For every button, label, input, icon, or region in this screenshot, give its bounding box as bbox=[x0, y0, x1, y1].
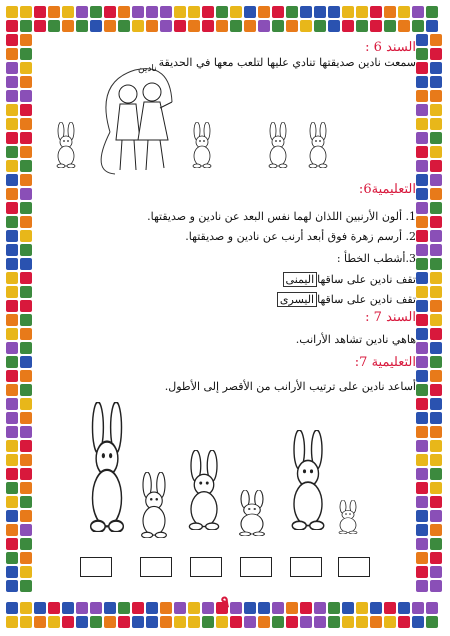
puzzle-piece bbox=[416, 440, 428, 452]
puzzle-piece bbox=[430, 202, 442, 214]
puzzle-piece bbox=[430, 468, 442, 480]
puzzle-piece bbox=[6, 342, 18, 354]
puzzle-piece bbox=[90, 20, 102, 32]
bunny-icon bbox=[302, 122, 334, 168]
puzzle-piece bbox=[314, 20, 326, 32]
puzzle-piece bbox=[34, 6, 46, 18]
puzzle-piece bbox=[430, 524, 442, 536]
puzzle-piece bbox=[430, 174, 442, 186]
puzzle-piece bbox=[104, 616, 116, 628]
puzzle-piece bbox=[356, 6, 368, 18]
puzzle-piece bbox=[20, 384, 32, 396]
puzzle-piece bbox=[20, 118, 32, 130]
puzzle-piece bbox=[202, 616, 214, 628]
puzzle-piece bbox=[416, 398, 428, 410]
puzzle-piece bbox=[20, 146, 32, 158]
puzzle-piece bbox=[20, 48, 32, 60]
puzzle-piece bbox=[20, 286, 32, 298]
page-number: ٩ bbox=[220, 592, 230, 611]
puzzle-piece bbox=[20, 216, 32, 228]
puzzle-piece bbox=[272, 20, 284, 32]
puzzle-piece bbox=[216, 6, 228, 18]
puzzle-piece bbox=[6, 616, 18, 628]
answer-box-5[interactable] bbox=[290, 557, 322, 577]
puzzle-piece bbox=[6, 118, 18, 130]
puzzle-piece bbox=[430, 482, 442, 494]
puzzle-piece bbox=[430, 314, 442, 326]
puzzle-piece bbox=[416, 48, 428, 60]
puzzle-piece bbox=[132, 616, 144, 628]
puzzle-piece bbox=[398, 20, 410, 32]
puzzle-piece bbox=[416, 118, 428, 130]
puzzle-piece bbox=[6, 538, 18, 550]
puzzle-piece bbox=[416, 314, 428, 326]
puzzle-piece bbox=[20, 272, 32, 284]
small-bunny-icon bbox=[132, 472, 176, 538]
tall-bunny-icon bbox=[78, 402, 136, 532]
puzzle-piece bbox=[216, 616, 228, 628]
puzzle-piece bbox=[146, 6, 158, 18]
puzzle-piece bbox=[6, 566, 18, 578]
puzzle-piece bbox=[48, 20, 60, 32]
puzzle-piece bbox=[62, 6, 74, 18]
puzzle-piece bbox=[416, 328, 428, 340]
puzzle-piece bbox=[6, 482, 18, 494]
puzzle-piece bbox=[430, 188, 442, 200]
puzzle-piece bbox=[20, 62, 32, 74]
puzzle-piece bbox=[416, 76, 428, 88]
puzzle-piece bbox=[412, 6, 424, 18]
puzzle-piece bbox=[76, 616, 88, 628]
puzzle-piece bbox=[6, 510, 18, 522]
puzzle-piece bbox=[6, 552, 18, 564]
puzzle-piece bbox=[216, 20, 228, 32]
puzzle-piece bbox=[6, 286, 18, 298]
puzzle-piece bbox=[6, 132, 18, 144]
puzzle-piece bbox=[6, 454, 18, 466]
puzzle-piece bbox=[202, 20, 214, 32]
nadine-label: نادين bbox=[138, 64, 157, 74]
puzzle-piece bbox=[416, 552, 428, 564]
puzzle-piece bbox=[272, 616, 284, 628]
puzzle-piece bbox=[430, 566, 442, 578]
puzzle-piece bbox=[6, 412, 18, 424]
puzzle-piece bbox=[430, 454, 442, 466]
puzzle-piece bbox=[416, 132, 428, 144]
puzzle-piece bbox=[244, 6, 256, 18]
puzzle-piece bbox=[430, 160, 442, 172]
puzzle-piece bbox=[416, 188, 428, 200]
puzzle-piece bbox=[6, 314, 18, 326]
puzzle-piece bbox=[6, 496, 18, 508]
puzzle-piece bbox=[202, 6, 214, 18]
puzzle-piece bbox=[416, 496, 428, 508]
puzzle-piece bbox=[416, 34, 428, 46]
puzzle-piece bbox=[430, 384, 442, 396]
puzzle-piece bbox=[20, 426, 32, 438]
puzzle-piece bbox=[416, 580, 428, 592]
puzzle-piece bbox=[416, 524, 428, 536]
puzzle-piece bbox=[6, 468, 18, 480]
puzzle-piece bbox=[416, 412, 428, 424]
puzzle-piece bbox=[20, 370, 32, 382]
puzzle-piece bbox=[20, 314, 32, 326]
puzzle-piece bbox=[328, 6, 340, 18]
puzzle-piece bbox=[160, 616, 172, 628]
bunny-icon bbox=[262, 122, 294, 168]
puzzle-piece bbox=[146, 616, 158, 628]
puzzle-piece bbox=[384, 20, 396, 32]
puzzle-piece bbox=[6, 524, 18, 536]
puzzle-piece bbox=[430, 300, 442, 312]
puzzle-piece bbox=[160, 20, 172, 32]
puzzle-piece bbox=[430, 62, 442, 74]
puzzle-piece bbox=[6, 104, 18, 116]
puzzle-piece bbox=[20, 76, 32, 88]
puzzle-piece bbox=[412, 616, 424, 628]
puzzle-piece bbox=[20, 6, 32, 18]
puzzle-piece bbox=[174, 616, 186, 628]
instruction7-text: أساعد نادين على ترتيب الأرانب من الأقصر إلى الأطول. bbox=[164, 380, 416, 393]
puzzle-piece bbox=[258, 6, 270, 18]
source6-heading: السند 6 : bbox=[365, 40, 416, 55]
puzzle-piece bbox=[416, 90, 428, 102]
puzzle-piece bbox=[416, 384, 428, 396]
puzzle-piece bbox=[20, 90, 32, 102]
puzzle-piece bbox=[20, 328, 32, 340]
instruction6-heading: التعليمية6: bbox=[358, 182, 416, 197]
puzzle-piece bbox=[430, 342, 442, 354]
answer-box-6[interactable] bbox=[338, 557, 370, 577]
puzzle-piece bbox=[6, 76, 18, 88]
puzzle-piece bbox=[34, 20, 46, 32]
puzzle-piece bbox=[6, 384, 18, 396]
puzzle-piece bbox=[384, 616, 396, 628]
puzzle-piece bbox=[370, 6, 382, 18]
puzzle-piece bbox=[6, 160, 18, 172]
puzzle-piece bbox=[6, 34, 18, 46]
puzzle-piece bbox=[430, 104, 442, 116]
word-left-box[interactable]: اليسرى bbox=[277, 292, 317, 307]
source7-heading: السند 7 : bbox=[365, 310, 416, 325]
puzzle-piece bbox=[430, 580, 442, 592]
puzzle-piece bbox=[188, 20, 200, 32]
word-right-box[interactable]: اليمنى bbox=[283, 272, 318, 287]
puzzle-piece bbox=[146, 20, 158, 32]
puzzle-piece bbox=[6, 328, 18, 340]
puzzle-piece bbox=[356, 616, 368, 628]
puzzle-piece bbox=[430, 272, 442, 284]
puzzle-piece bbox=[20, 566, 32, 578]
puzzle-piece bbox=[48, 616, 60, 628]
puzzle-piece bbox=[416, 272, 428, 284]
puzzle-piece bbox=[20, 524, 32, 536]
medium-bunny-icon bbox=[178, 450, 230, 530]
puzzle-piece bbox=[174, 20, 186, 32]
puzzle-piece bbox=[20, 132, 32, 144]
puzzle-piece bbox=[416, 356, 428, 368]
puzzle-piece bbox=[6, 90, 18, 102]
puzzle-piece bbox=[430, 244, 442, 256]
puzzle-piece bbox=[62, 616, 74, 628]
puzzle-piece bbox=[104, 6, 116, 18]
puzzle-piece bbox=[6, 188, 18, 200]
puzzle-piece bbox=[416, 160, 428, 172]
tiny-bunny-icon bbox=[332, 500, 364, 534]
puzzle-piece bbox=[430, 538, 442, 550]
puzzle-piece bbox=[416, 174, 428, 186]
puzzle-piece bbox=[430, 258, 442, 270]
girls-illustration bbox=[90, 62, 190, 182]
puzzle-piece bbox=[370, 20, 382, 32]
instruction6-item3: 3.أشطب الخطأ : bbox=[336, 252, 416, 265]
puzzle-piece bbox=[258, 20, 270, 32]
puzzle-piece bbox=[430, 356, 442, 368]
puzzle-piece bbox=[20, 188, 32, 200]
puzzle-piece bbox=[430, 146, 442, 158]
puzzle-piece bbox=[416, 300, 428, 312]
puzzle-piece bbox=[20, 398, 32, 410]
puzzle-piece bbox=[342, 616, 354, 628]
puzzle-piece bbox=[430, 552, 442, 564]
puzzle-piece bbox=[300, 616, 312, 628]
puzzle-piece bbox=[416, 216, 428, 228]
puzzle-piece bbox=[6, 20, 18, 32]
puzzle-piece bbox=[342, 20, 354, 32]
puzzle-piece bbox=[356, 20, 368, 32]
puzzle-piece bbox=[300, 20, 312, 32]
instruction6-item1: 1. ألون الأرنبين اللذان لهما نفس البعد عن نادين و صديقتها. bbox=[147, 210, 416, 223]
answer-box-3[interactable] bbox=[190, 557, 222, 577]
puzzle-piece bbox=[342, 6, 354, 18]
puzzle-piece bbox=[20, 230, 32, 242]
puzzle-piece bbox=[300, 6, 312, 18]
puzzle-piece bbox=[90, 616, 102, 628]
puzzle-piece bbox=[416, 342, 428, 354]
bunny-icon bbox=[186, 122, 218, 168]
puzzle-piece bbox=[328, 20, 340, 32]
puzzle-piece bbox=[416, 566, 428, 578]
instruction6-item2: 2. أرسم زهرة فوق أبعد أرنب عن نادين و صديقتها. bbox=[185, 230, 416, 243]
puzzle-piece bbox=[314, 616, 326, 628]
puzzle-piece bbox=[244, 616, 256, 628]
puzzle-piece bbox=[426, 616, 438, 628]
short-bunny-icon bbox=[230, 490, 274, 536]
puzzle-piece bbox=[416, 202, 428, 214]
puzzle-piece bbox=[416, 104, 428, 116]
puzzle-piece bbox=[272, 6, 284, 18]
puzzle-piece bbox=[62, 20, 74, 32]
puzzle-piece bbox=[20, 412, 32, 424]
puzzle-piece bbox=[314, 6, 326, 18]
puzzle-piece bbox=[20, 202, 32, 214]
puzzle-piece bbox=[6, 356, 18, 368]
puzzle-piece bbox=[6, 426, 18, 438]
puzzle-piece bbox=[188, 616, 200, 628]
puzzle-piece bbox=[430, 132, 442, 144]
puzzle-piece bbox=[118, 6, 130, 18]
puzzle-piece bbox=[20, 34, 32, 46]
puzzle-piece bbox=[258, 616, 270, 628]
puzzle-piece bbox=[90, 6, 102, 18]
puzzle-piece bbox=[416, 454, 428, 466]
puzzle-piece bbox=[416, 538, 428, 550]
puzzle-piece bbox=[6, 48, 18, 60]
puzzle-piece bbox=[416, 510, 428, 522]
puzzle-piece bbox=[20, 510, 32, 522]
puzzle-piece bbox=[244, 20, 256, 32]
tall-bunny-icon bbox=[280, 430, 336, 530]
puzzle-piece bbox=[430, 230, 442, 242]
instruction7-heading: التعليمية 7: bbox=[354, 355, 416, 370]
puzzle-piece bbox=[412, 20, 424, 32]
puzzle-piece bbox=[416, 468, 428, 480]
puzzle-piece bbox=[20, 244, 32, 256]
puzzle-piece bbox=[188, 6, 200, 18]
puzzle-piece bbox=[6, 202, 18, 214]
puzzle-piece bbox=[416, 370, 428, 382]
puzzle-piece bbox=[430, 286, 442, 298]
puzzle-piece bbox=[20, 20, 32, 32]
puzzle-piece bbox=[6, 216, 18, 228]
puzzle-piece bbox=[286, 616, 298, 628]
sentence-a-prefix: تقف نادين على ساقها bbox=[317, 273, 416, 286]
puzzle-piece bbox=[416, 258, 428, 270]
puzzle-piece bbox=[20, 580, 32, 592]
puzzle-piece bbox=[430, 34, 442, 46]
puzzle-piece bbox=[426, 20, 438, 32]
puzzle-piece bbox=[6, 398, 18, 410]
puzzle-piece bbox=[426, 6, 438, 18]
puzzle-piece bbox=[20, 552, 32, 564]
sentence-right-leg bbox=[283, 272, 416, 287]
puzzle-piece bbox=[76, 6, 88, 18]
puzzle-piece bbox=[430, 328, 442, 340]
puzzle-piece bbox=[398, 6, 410, 18]
puzzle-piece bbox=[416, 244, 428, 256]
puzzle-piece bbox=[118, 616, 130, 628]
puzzle-piece bbox=[6, 440, 18, 452]
puzzle-piece bbox=[20, 616, 32, 628]
puzzle-piece bbox=[118, 20, 130, 32]
puzzle-piece bbox=[416, 482, 428, 494]
puzzle-piece bbox=[430, 76, 442, 88]
puzzle-piece bbox=[430, 412, 442, 424]
puzzle-piece bbox=[398, 616, 410, 628]
puzzle-piece bbox=[6, 300, 18, 312]
puzzle-piece bbox=[430, 118, 442, 130]
puzzle-piece bbox=[6, 174, 18, 186]
puzzle-piece bbox=[430, 440, 442, 452]
puzzle-piece bbox=[286, 6, 298, 18]
puzzle-piece bbox=[6, 580, 18, 592]
puzzle-piece bbox=[6, 370, 18, 382]
puzzle-piece bbox=[230, 20, 242, 32]
puzzle-piece bbox=[430, 370, 442, 382]
answer-box-4[interactable] bbox=[240, 557, 272, 577]
puzzle-piece bbox=[20, 104, 32, 116]
puzzle-piece bbox=[230, 6, 242, 18]
answer-box-1[interactable] bbox=[80, 557, 112, 577]
puzzle-piece bbox=[430, 496, 442, 508]
puzzle-piece bbox=[430, 90, 442, 102]
puzzle-piece bbox=[104, 20, 116, 32]
puzzle-piece bbox=[20, 342, 32, 354]
puzzle-piece bbox=[174, 6, 186, 18]
puzzle-piece bbox=[20, 440, 32, 452]
puzzle-piece bbox=[384, 6, 396, 18]
puzzle-piece bbox=[6, 244, 18, 256]
puzzle-piece bbox=[230, 616, 242, 628]
sentence-b-prefix: تقف نادين على ساقها bbox=[317, 293, 416, 306]
puzzle-piece bbox=[20, 482, 32, 494]
puzzle-piece bbox=[416, 62, 428, 74]
puzzle-piece bbox=[20, 356, 32, 368]
puzzle-piece bbox=[132, 6, 144, 18]
puzzle-piece bbox=[416, 286, 428, 298]
source7-text: هاهي نادين تشاهد الأرانب. bbox=[295, 333, 416, 346]
puzzle-piece bbox=[6, 230, 18, 242]
puzzle-piece bbox=[328, 616, 340, 628]
puzzle-piece bbox=[20, 258, 32, 270]
bunny-icon bbox=[50, 122, 82, 168]
puzzle-piece bbox=[132, 20, 144, 32]
puzzle-piece bbox=[20, 174, 32, 186]
puzzle-piece bbox=[48, 6, 60, 18]
puzzle-piece bbox=[286, 20, 298, 32]
puzzle-piece bbox=[76, 20, 88, 32]
puzzle-piece bbox=[160, 6, 172, 18]
puzzle-piece bbox=[416, 426, 428, 438]
puzzle-piece bbox=[430, 48, 442, 60]
puzzle-piece bbox=[6, 6, 18, 18]
puzzle-piece bbox=[416, 230, 428, 242]
puzzle-piece bbox=[20, 538, 32, 550]
source6-text: سمعت نادين صديقتها تنادي عليها لتلعب معها في الحديقة bbox=[158, 56, 416, 69]
puzzle-piece bbox=[370, 616, 382, 628]
puzzle-piece bbox=[430, 426, 442, 438]
puzzle-piece bbox=[20, 496, 32, 508]
answer-box-2[interactable] bbox=[140, 557, 172, 577]
puzzle-piece bbox=[416, 146, 428, 158]
puzzle-piece bbox=[6, 62, 18, 74]
puzzle-piece bbox=[20, 454, 32, 466]
puzzle-piece bbox=[20, 160, 32, 172]
puzzle-piece bbox=[20, 468, 32, 480]
puzzle-piece bbox=[6, 272, 18, 284]
puzzle-piece bbox=[6, 258, 18, 270]
puzzle-piece bbox=[34, 616, 46, 628]
puzzle-piece bbox=[430, 510, 442, 522]
puzzle-piece bbox=[6, 146, 18, 158]
puzzle-piece bbox=[430, 216, 442, 228]
sentence-left-leg bbox=[277, 292, 416, 307]
puzzle-piece bbox=[430, 398, 442, 410]
puzzle-piece bbox=[20, 300, 32, 312]
